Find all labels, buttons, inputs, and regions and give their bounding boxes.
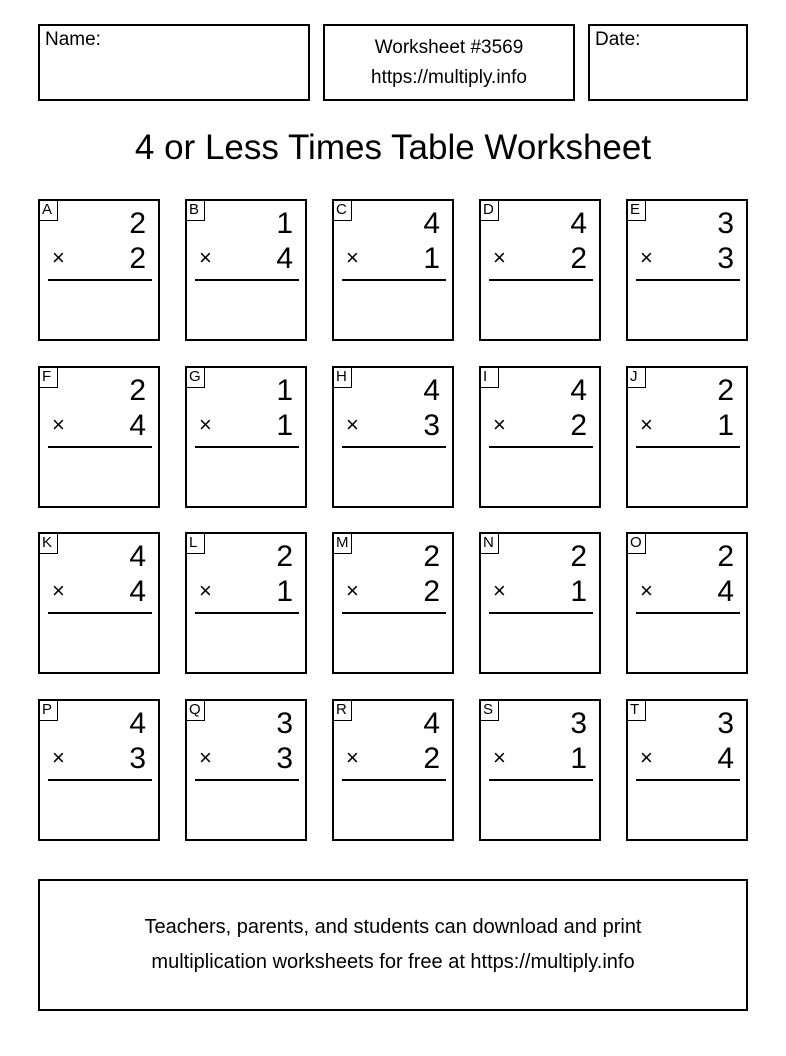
problem-card — [479, 532, 601, 674]
worksheet-info-box — [323, 24, 575, 101]
multiplicand: 3 — [570, 707, 587, 740]
multiplier: 2 — [570, 242, 587, 275]
times-sign: × — [199, 412, 212, 437]
problem-card — [185, 199, 307, 341]
times-sign: × — [640, 245, 653, 270]
problem-card — [626, 699, 748, 841]
worksheet-number: Worksheet #3569 — [374, 36, 524, 58]
times-sign: × — [640, 578, 653, 603]
answer-line — [342, 446, 446, 448]
multiplier: 2 — [423, 742, 440, 775]
problem-letter: D — [479, 199, 499, 221]
multiplicand: 2 — [717, 540, 734, 573]
footer-box — [38, 879, 748, 1011]
times-sign: × — [199, 745, 212, 770]
multiplier: 2 — [570, 409, 587, 442]
multiplier: 4 — [129, 575, 146, 608]
multiplier: 4 — [717, 742, 734, 775]
answer-line — [48, 279, 152, 281]
problem-card — [626, 366, 748, 508]
answer-line — [195, 779, 299, 781]
answer-line — [636, 612, 740, 614]
multiplier: 3 — [129, 742, 146, 775]
answer-line — [342, 779, 446, 781]
problem-card — [185, 699, 307, 841]
problem-card — [185, 366, 307, 508]
problem-letter: S — [479, 699, 499, 721]
problem-letter: R — [332, 699, 352, 721]
times-sign: × — [346, 578, 359, 603]
problem-letter: H — [332, 366, 352, 388]
problem-letter: E — [626, 199, 646, 221]
multiplicand: 4 — [423, 707, 440, 740]
times-sign: × — [493, 745, 506, 770]
problem-card — [626, 532, 748, 674]
problem-letter: F — [38, 366, 58, 388]
problem-card — [38, 366, 160, 508]
answer-line — [342, 279, 446, 281]
answer-line — [48, 612, 152, 614]
multiplicand: 1 — [276, 207, 293, 240]
multiplier: 1 — [717, 409, 734, 442]
problem-letter: K — [38, 532, 58, 554]
times-sign: × — [346, 412, 359, 437]
multiplicand: 4 — [570, 207, 587, 240]
multiplicand: 3 — [717, 207, 734, 240]
problem-card — [626, 199, 748, 341]
problem-letter: P — [38, 699, 58, 721]
problem-letter: A — [38, 199, 58, 221]
problem-letter: T — [626, 699, 646, 721]
footer-line-2: multiplication worksheets for free at https://multiply.info — [151, 951, 635, 973]
answer-line — [48, 779, 152, 781]
answer-line — [636, 779, 740, 781]
multiplicand: 2 — [717, 374, 734, 407]
problem-letter: M — [332, 532, 352, 554]
problem-card — [479, 199, 601, 341]
problem-card — [332, 699, 454, 841]
multiplier: 4 — [717, 575, 734, 608]
answer-line — [342, 612, 446, 614]
multiplicand: 4 — [423, 207, 440, 240]
times-sign: × — [493, 245, 506, 270]
problem-letter: Q — [185, 699, 205, 721]
multiplier: 2 — [129, 242, 146, 275]
multiplicand: 2 — [423, 540, 440, 573]
times-sign: × — [493, 412, 506, 437]
times-sign: × — [640, 745, 653, 770]
multiplicand: 4 — [129, 540, 146, 573]
times-sign: × — [493, 578, 506, 603]
problem-card — [332, 532, 454, 674]
multiplicand: 4 — [129, 707, 146, 740]
times-sign: × — [346, 245, 359, 270]
problem-card — [38, 199, 160, 341]
answer-line — [195, 279, 299, 281]
times-sign: × — [52, 412, 65, 437]
problem-card — [185, 532, 307, 674]
multiplicand: 3 — [717, 707, 734, 740]
multiplier: 1 — [276, 409, 293, 442]
multiplier: 1 — [276, 575, 293, 608]
answer-line — [195, 446, 299, 448]
multiplier: 1 — [570, 742, 587, 775]
answer-line — [489, 612, 593, 614]
name-box — [38, 24, 310, 101]
multiplier: 3 — [423, 409, 440, 442]
multiplier: 3 — [717, 242, 734, 275]
page-title: 4 or Less Times Table Worksheet — [134, 128, 652, 167]
multiplicand: 1 — [276, 374, 293, 407]
answer-line — [48, 446, 152, 448]
times-sign: × — [52, 245, 65, 270]
problem-letter: O — [626, 532, 646, 554]
date-box — [588, 24, 748, 101]
multiplicand: 4 — [570, 374, 587, 407]
multiplicand: 2 — [570, 540, 587, 573]
times-sign: × — [52, 745, 65, 770]
times-sign: × — [199, 578, 212, 603]
times-sign: × — [346, 745, 359, 770]
multiplicand: 3 — [276, 707, 293, 740]
worksheet-url: https://multiply.info — [371, 66, 527, 88]
answer-line — [489, 446, 593, 448]
multiplicand: 2 — [276, 540, 293, 573]
multiplier: 1 — [423, 242, 440, 275]
problem-card — [479, 366, 601, 508]
multiplier: 2 — [423, 575, 440, 608]
problem-letter: G — [185, 366, 205, 388]
problem-card — [332, 366, 454, 508]
multiplier: 1 — [570, 575, 587, 608]
answer-line — [489, 279, 593, 281]
multiplicand: 2 — [129, 207, 146, 240]
multiplicand: 2 — [129, 374, 146, 407]
problem-letter: L — [185, 532, 205, 554]
multiplier: 3 — [276, 742, 293, 775]
times-sign: × — [640, 412, 653, 437]
problem-card — [332, 199, 454, 341]
problem-letter: N — [479, 532, 499, 554]
footer-line-1: Teachers, parents, and students can download and print — [144, 916, 642, 938]
problem-letter: I — [479, 366, 499, 388]
answer-line — [489, 779, 593, 781]
problem-card — [38, 532, 160, 674]
answer-line — [195, 612, 299, 614]
times-sign: × — [52, 578, 65, 603]
multiplicand: 4 — [423, 374, 440, 407]
problem-letter: J — [626, 366, 646, 388]
problem-letter: B — [185, 199, 205, 221]
times-sign: × — [199, 245, 212, 270]
multiplier: 4 — [129, 409, 146, 442]
problem-card — [38, 699, 160, 841]
problem-letter: C — [332, 199, 352, 221]
multiplier: 4 — [276, 242, 293, 275]
answer-line — [636, 279, 740, 281]
answer-line — [636, 446, 740, 448]
date-label: Date: — [595, 29, 641, 50]
problem-card — [479, 699, 601, 841]
name-label: Name: — [45, 29, 101, 50]
